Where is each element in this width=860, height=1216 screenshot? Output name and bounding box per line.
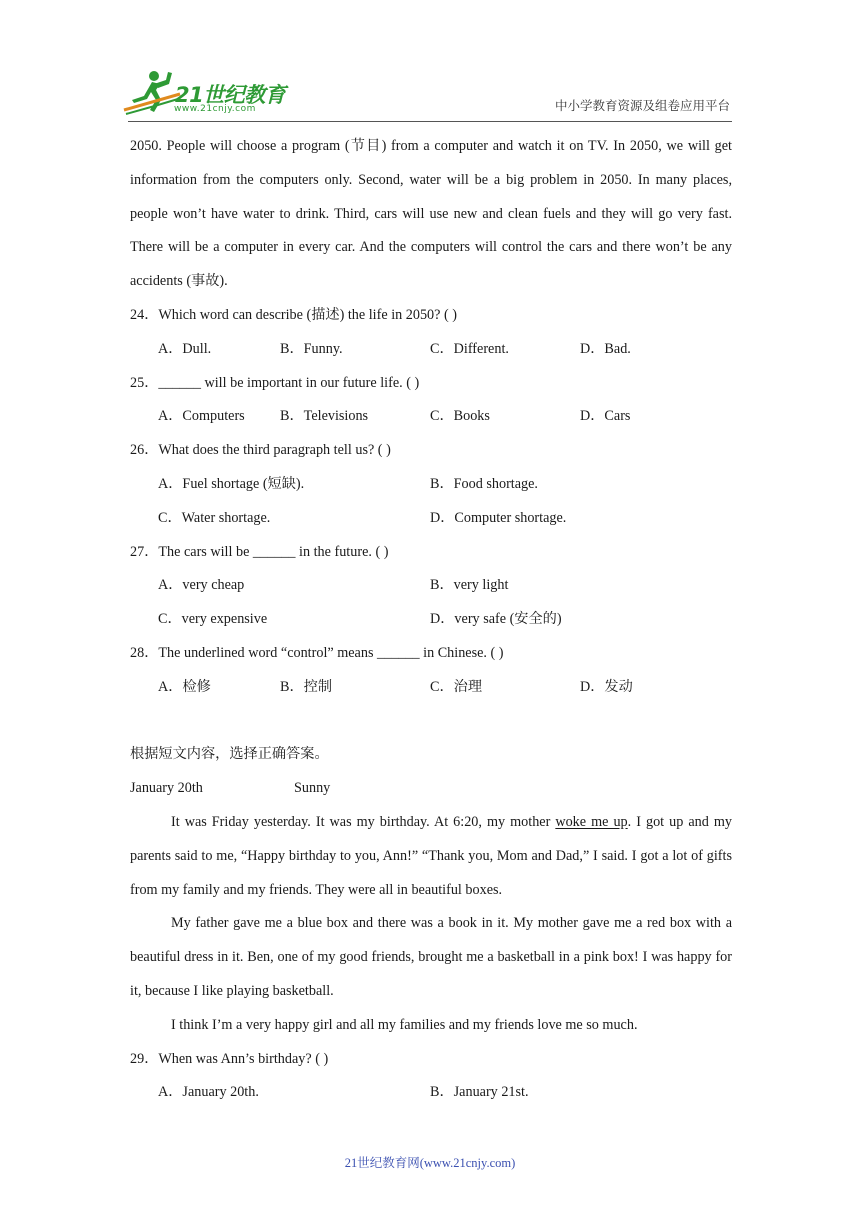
question-26: 26．What does the third paragraph tell us? ( ) [130,442,391,459]
option-a: A．Dull. [158,340,212,357]
header-divider [128,121,732,122]
option-d: D．Bad. [580,340,631,357]
diary-paragraph-3: I think I’m a very happy girl and all my families and my friends love me so much. [171,1016,638,1033]
diary-paragraph-2: My father gave me a blue box and there was a book in it. My mother gave me a red box with a beautiful dress in it. Ben, one of my good friends, brought me a basketball in a pink box! I was happy for it, because I like playing basketball. [130,915,732,999]
option-c: C．Books [430,408,490,425]
option-d: D．very safe (安全的) [430,611,562,628]
option-b: B．Televisions [280,408,369,425]
platform-title: 中小学教育资源及组卷应用平台 [554,99,730,113]
option-a: A．检修 [158,678,211,695]
option-b: B．控制 [280,678,333,695]
option-a: A．January 20th. [158,1084,259,1101]
document-body [130,130,732,1110]
option-d: D．发动 [580,678,633,695]
question-25: 25．______ will be important in our future life. ( ) [130,374,420,391]
text-segment: . I got up and my parents said to me, “Happy birthday to you, Ann!” “Thank you, Mom and Dad,” I said. I got a lot of gifts from my family and my friends. They were all in beautiful boxes. [130,813,732,898]
options-26-row1 [130,468,732,502]
option-b: B．Food shortage. [430,475,538,492]
options-27-row2 [130,603,732,637]
question-24: 24．Which word can describe (描述) the life in 2050? ( ) [130,306,457,323]
options-25 [130,400,732,434]
logo-url: www.21cnjy.com [174,104,256,114]
option-c: C．Different. [430,340,509,357]
option-b: B．January 21st. [430,1084,529,1101]
options-24 [130,333,732,367]
question-29: 29．When was Ann’s birthday? ( ) [130,1050,329,1067]
section-instruction: 根据短文内容，选择正确答案。 [130,746,329,763]
option-c: C．very expensive [158,611,268,628]
question-28: 28．The underlined word “control” means ______ in Chinese. ( ) [130,644,504,661]
option-a: A．Fuel shortage (短缺). [158,475,305,492]
logo [122,66,292,116]
options-29 [130,1076,732,1110]
option-c: C．治理 [430,678,483,695]
underlined-phrase: woke me up [555,813,628,830]
page-header [0,0,860,122]
diary-weather: Sunny [294,780,331,797]
options-27-row1 [130,569,732,603]
option-b: B．very light [430,577,509,594]
option-b: B．Funny. [280,340,343,357]
option-d: D．Cars [580,408,631,425]
option-d: D．Computer shortage. [430,509,567,526]
logo-text: 21世纪教育 [175,83,286,107]
option-c: C．Water shortage. [158,509,271,526]
diary-date: January 20th [130,780,203,797]
question-27: 27．The cars will be ______ in the future. ( ) [130,543,389,560]
diary-header [130,772,732,806]
option-a: A．very cheap [158,577,245,594]
text-segment: It was Friday yesterday. It was my birthday. At 6:20, my mother [171,813,556,830]
page-footer: 21世纪教育网(www.21cnjy.com) [344,1156,516,1170]
passage-paragraph: 2050. People will choose a program (节目) from a computer and watch it on TV. In 2050, we will get information from the computers only. Second, water will be a big problem in 2050. In many places, people won’t have water to drink. Third, cars will use new and clean fuels and they will go very fast. There will be a computer in every car. And the computers will control the cars and there won’t be any accidents (事故). [130,138,732,290]
options-28 [130,671,732,705]
option-a: A．Computers [158,408,245,425]
spacer [130,705,732,739]
options-26-row2 [130,502,732,536]
runner-logo-icon [122,66,182,116]
diary-paragraph-1 [130,806,732,907]
